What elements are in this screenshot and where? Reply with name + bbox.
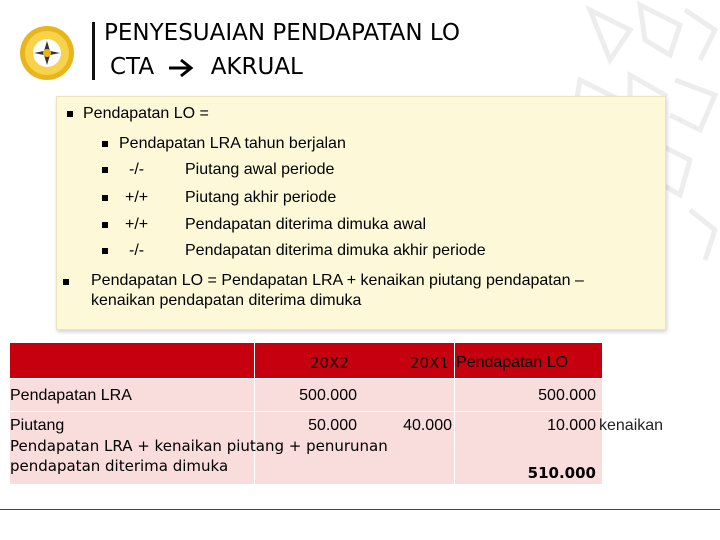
cell-piutang-20x2: 50.000 [308,417,357,434]
bullet-marker [63,279,69,285]
bullet-marker [102,195,108,201]
bullet-pendapatan-lo: Pendapatan LO = [83,105,209,122]
sign-4: -/- [129,242,145,259]
cell-total-lo: 510.000 [527,464,596,482]
title-akrual: AKRUAL [210,54,303,80]
bullet-marker [102,141,108,147]
row-divider [10,378,602,379]
item-diterima-dimuka-akhir: Pendapatan diterima dimuka akhir periode [185,242,486,259]
bullet-marker [102,248,108,254]
header-20x1: 20X1 [410,354,449,372]
bullet-pendapatan-lra: Pendapatan LRA tahun berjalan [119,135,346,152]
sign-1: -/- [129,161,145,178]
sign-3: +/+ [125,216,149,233]
note-kenaikan: kenaikan [599,417,664,434]
page-title [104,16,460,84]
definition-box [56,96,666,330]
cell-piutang-lo: 10.000 [547,417,596,434]
formula-text: Pendapatan LO = Pendapatan LRA + kenaikan piutang pendapatan – kenaikan pendapatan diterima dimuka [91,272,584,309]
cell-lra-20x2: 500.000 [299,387,357,404]
row-divider [10,411,602,412]
footer-rule [0,509,720,510]
adjustment-table [10,343,664,484]
title-cta: CTA [110,54,155,80]
row-label-pendapatan-lra: Pendapatan LRA [10,387,132,404]
bullet-marker [102,167,108,173]
item-piutang-akhir: Piutang akhir periode [185,189,337,206]
header-pendapatan-lo: Pendapatan LO [456,354,569,371]
bullet-marker [102,222,108,228]
item-diterima-dimuka-awal: Pendapatan diterima dimuka awal [185,216,427,233]
row-label-piutang: Piutang [10,417,65,434]
cell-piutang-20x1: 40.000 [403,417,452,434]
title-line-1: PENYESUAIAN PENDAPATAN LO [104,20,460,46]
arrow-right-icon [167,58,197,78]
university-logo-icon [14,22,80,84]
bullet-marker [67,111,73,117]
header-20x2: 20X2 [310,354,349,372]
item-piutang-awal: Piutang awal periode [185,161,335,178]
row-label-total: Pendapatan LRA + kenaikan piutang + penurunan pendapatan diterima dimuka [10,437,388,475]
sign-2: +/+ [125,189,149,206]
cell-lra-lo: 500.000 [538,387,596,404]
title-divider [92,22,95,80]
